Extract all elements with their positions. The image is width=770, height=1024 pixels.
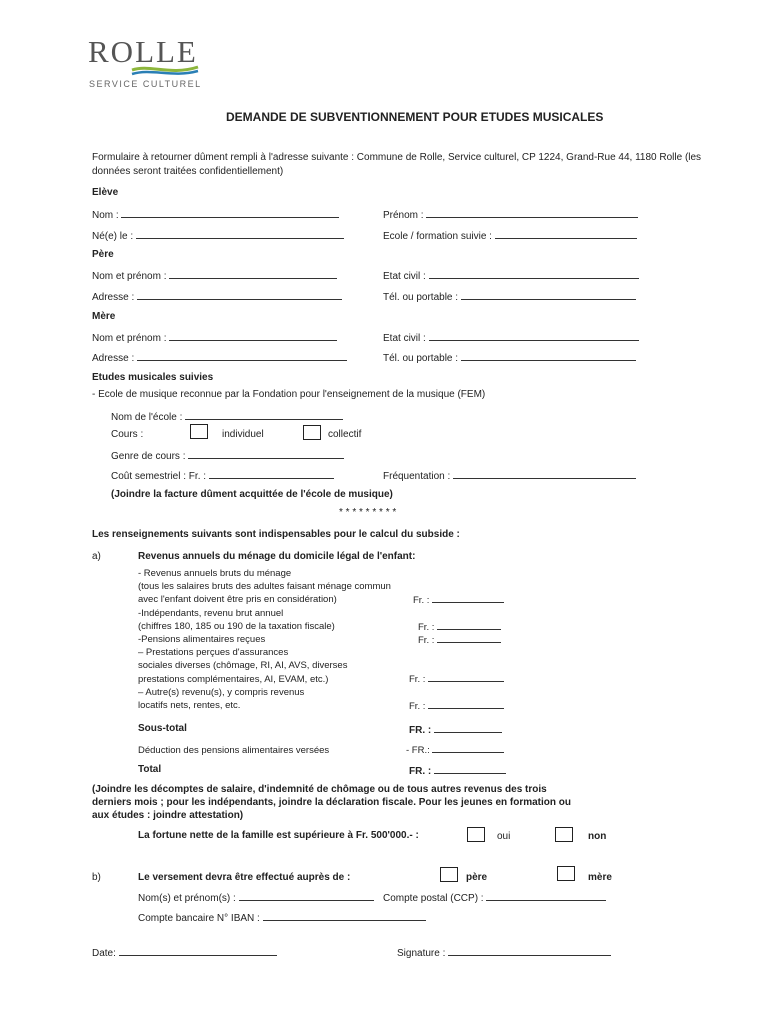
logo-wordmark: ROLLE xyxy=(88,34,198,69)
field-ccp[interactable]: Compte postal (CCP) : xyxy=(383,891,606,904)
field-eleve-prenom[interactable]: Prénom : xyxy=(383,208,638,221)
heading-eleve: Elève xyxy=(92,187,119,198)
revenus-line: (tous les salaires bruts des adultes faisant ménage commun xyxy=(138,581,391,593)
checkbox-versement-mere[interactable] xyxy=(557,866,575,881)
field-pere-adresse[interactable]: Adresse : xyxy=(92,290,342,303)
logo-wave xyxy=(130,64,200,78)
joindre-line-1: (Joindre les décomptes de salaire, d'indemnité de chômage ou de tous autres revenus des trois xyxy=(92,784,547,795)
checkbox-versement-pere[interactable] xyxy=(440,867,458,882)
fortune-question: La fortune nette de la famille est supérieure à Fr. 500'000.- : xyxy=(138,830,419,841)
field-cout-semestriel[interactable]: Coût semestriel : Fr. : xyxy=(111,469,334,482)
revenus-line: (chiffres 180, 185 ou 190 de la taxation fiscale) xyxy=(138,620,335,632)
deduction-label: Déduction des pensions alimentaires versées xyxy=(138,745,330,756)
versement-mere-label: mère xyxy=(588,872,612,883)
page-title: DEMANDE DE SUBVENTIONNEMENT POUR ETUDES MUSICALES xyxy=(226,110,604,124)
heading-mere: Mère xyxy=(92,311,116,322)
logo-subtitle: SERVICE CULTUREL xyxy=(89,79,202,89)
section-b-letter: b) xyxy=(92,872,101,883)
field-date[interactable]: Date: xyxy=(92,946,277,959)
field-fr-autres[interactable]: Fr. : xyxy=(409,699,504,713)
revenus-line: – Prestations perçues d'assurances xyxy=(138,647,289,659)
joindre-line-2: derniers mois ; pour les indépendants, joindre la déclaration fiscale. Pour les jeunes en formation ou xyxy=(92,797,571,808)
field-fr-pensions[interactable]: Fr. : xyxy=(418,633,501,647)
checkbox-collectif[interactable] xyxy=(303,425,321,440)
field-eleve-ecole[interactable]: Ecole / formation suivie : xyxy=(383,229,637,242)
intro-line-2: données seront traitées confidentiellement) xyxy=(92,166,284,177)
field-mere-etat[interactable]: Etat civil : xyxy=(383,331,639,344)
field-fr-salaires[interactable]: Fr. : xyxy=(413,593,504,607)
renseignements-heading: Les renseignements suivants sont indispensables pour le calcul du subside : xyxy=(92,529,460,540)
stars-separator: * * * * * * * * * xyxy=(339,507,397,518)
heading-etudes: Etudes musicales suivies xyxy=(92,372,214,383)
checkbox-individuel[interactable] xyxy=(190,424,208,439)
versement-pere-label: père xyxy=(466,872,488,883)
field-pere-nom[interactable]: Nom et prénom : xyxy=(92,269,337,282)
field-noms-prenoms[interactable]: Nom(s) et prénom(s) : xyxy=(138,891,374,904)
field-pere-tel[interactable]: Tél. ou portable : xyxy=(383,290,636,303)
revenus-line: locatifs nets, rentes, etc. xyxy=(138,700,241,712)
joindre-line-3: aux études : joindre attestation) xyxy=(92,810,244,821)
collectif-label: collectif xyxy=(328,429,362,440)
cours-label: Cours : xyxy=(111,429,144,440)
fortune-non-label: non xyxy=(588,831,607,842)
sous-total-label: Sous-total xyxy=(138,723,187,734)
checkbox-fortune-oui[interactable] xyxy=(467,827,485,842)
field-deduction[interactable]: - FR.: xyxy=(406,743,504,757)
field-sous-total[interactable]: FR. : xyxy=(409,723,502,736)
field-fr-independants[interactable]: Fr. : xyxy=(418,620,501,634)
section-a-heading: Revenus annuels du ménage du domicile légal de l'enfant: xyxy=(138,551,416,562)
field-mere-adresse[interactable]: Adresse : xyxy=(92,351,347,364)
field-fr-prestations[interactable]: Fr. : xyxy=(409,672,504,686)
revenus-list xyxy=(138,567,391,712)
field-signature[interactable]: Signature : xyxy=(397,946,611,959)
fortune-oui-label: oui xyxy=(497,831,511,842)
ecole-fem-text: - Ecole de musique reconnue par la Fondation pour l'enseignement de la musique (FEM) xyxy=(92,389,486,400)
revenus-line: sociales diverses (chômage, RI, AI, AVS, diverses xyxy=(138,660,348,672)
facture-note: (Joindre la facture dûment acquittée de l'école de musique) xyxy=(111,489,393,500)
checkbox-fortune-non[interactable] xyxy=(555,827,573,842)
field-frequentation[interactable]: Fréquentation : xyxy=(383,469,636,482)
field-nom-ecole[interactable]: Nom de l'école : xyxy=(111,410,343,423)
revenus-line: -Indépendants, revenu brut annuel xyxy=(138,607,284,619)
field-mere-tel[interactable]: Tél. ou portable : xyxy=(383,351,636,364)
revenus-line: - Revenus annuels bruts du ménage xyxy=(138,568,292,579)
versement-text: Le versement devra être effectué auprès de : xyxy=(138,872,351,883)
individuel-label: individuel xyxy=(222,429,264,440)
heading-pere: Père xyxy=(92,249,114,260)
field-pere-etat[interactable]: Etat civil : xyxy=(383,269,639,282)
field-mere-nom[interactable]: Nom et prénom : xyxy=(92,331,337,344)
revenus-line: prestations complémentaires, AI, EVAM, etc.) xyxy=(138,673,329,685)
field-total[interactable]: FR. : xyxy=(409,764,506,777)
total-label: Total xyxy=(138,764,162,775)
intro-line-1: Formulaire à retourner dûment rempli à l'adresse suivante : Commune de Rolle, Service culturel, CP 1224, Grand-Rue 44, 1180 Rolle (les xyxy=(92,152,702,163)
field-eleve-nom[interactable]: Nom : xyxy=(92,208,339,221)
revenus-line: -Pensions alimentaires reçues xyxy=(138,634,266,646)
field-eleve-ne[interactable]: Né(e) le : xyxy=(92,229,344,242)
revenus-line: avec l'enfant doivent être pris en considération) xyxy=(138,594,337,606)
field-iban[interactable]: Compte bancaire N° IBAN : xyxy=(138,911,426,924)
revenus-line: – Autre(s) revenu(s), y compris revenus xyxy=(138,686,305,698)
section-a-letter: a) xyxy=(92,551,101,562)
field-genre-cours[interactable]: Genre de cours : xyxy=(111,449,344,462)
